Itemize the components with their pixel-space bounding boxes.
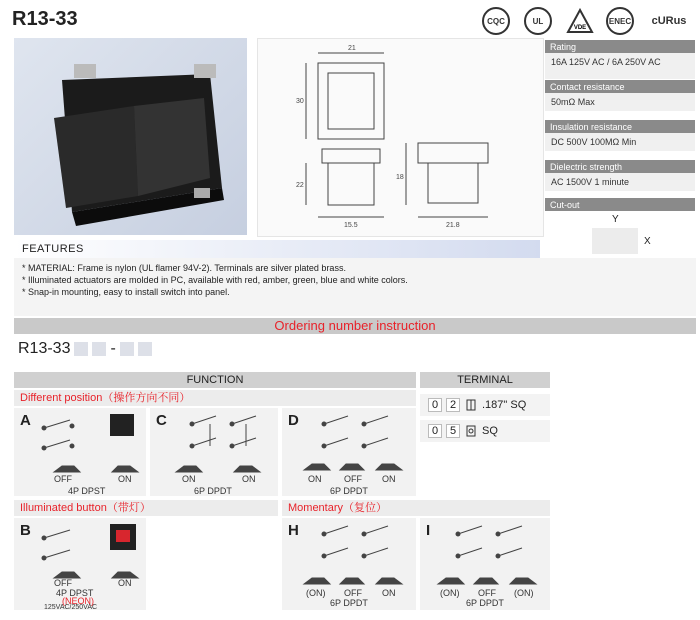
option-letter: D (288, 412, 299, 429)
option-caption: 6P DPDT (194, 486, 232, 496)
dimension-drawing (257, 38, 544, 237)
position-label: ON (308, 474, 322, 484)
code-slot-function-2 (92, 342, 106, 356)
illuminated-heading: Illuminated button（带灯） (14, 500, 278, 516)
function-option-b (14, 518, 146, 610)
terminal-heading: TERMINAL (420, 372, 550, 388)
position-label: ON (382, 474, 396, 484)
vde-cert-icon (562, 8, 598, 34)
position-label: OFF (478, 588, 496, 598)
ul-cert-icon: UL (520, 8, 556, 34)
option-letter: A (20, 412, 31, 429)
dim-height-label: 30 (296, 98, 304, 105)
position-label: ON (118, 474, 132, 484)
position-label: (ON) (440, 588, 460, 598)
code-slot-terminal-2 (138, 342, 152, 356)
position-label: ON (242, 474, 256, 484)
spec-rating: Rating 16A 125V AC / 6A 250V AC (545, 40, 695, 79)
ordering-code (18, 340, 152, 358)
spec-cutout: Cut-out (545, 198, 695, 211)
terminal-option-05: 0 5 SQ (420, 420, 550, 442)
cutout-shape (592, 228, 638, 254)
position-label: OFF (54, 474, 72, 484)
feature-item: * MATERIAL: Frame is nylon (UL flamer 94V-2). Terminals are silver plated brass. (22, 263, 346, 273)
function-option-a (14, 408, 146, 496)
code-slot-terminal (120, 342, 134, 356)
dim-terminal-label: 18 (396, 174, 404, 181)
code-slot-function (74, 342, 88, 356)
voltage-note: 125VAC/250VAC (44, 604, 98, 611)
dim-body-label: 22 (296, 182, 304, 189)
position-label: OFF (344, 588, 362, 598)
features-heading: FEATURES (14, 240, 540, 258)
function-option-h (282, 518, 416, 610)
svg-text:VDE: VDE (573, 25, 587, 31)
function-option-d (282, 408, 416, 496)
option-letter: I (426, 522, 431, 539)
position-label: ON (118, 578, 132, 588)
product-title: R13-33 (12, 8, 78, 30)
position-label: OFF (54, 578, 72, 588)
function-heading: FUNCTION (14, 372, 416, 388)
cutout-y-label: Y (612, 214, 619, 225)
function-option-i (420, 518, 550, 610)
schematic-diagram (150, 408, 278, 496)
dim-width-label: 21 (348, 45, 356, 52)
momentary-heading: Momentary（复位） (282, 500, 550, 516)
cutout-x-label: X (644, 236, 651, 247)
ordering-code-prefix: R13-33 (18, 340, 71, 357)
option-caption: 4P DPST (56, 588, 94, 598)
dim-depth-label: 15.5 (344, 222, 358, 229)
option-caption: 6P DPDT (330, 598, 368, 608)
feature-item: * Illuminated actuators are molded in PC, available with red, amber, green, blue and white colors. (22, 275, 408, 285)
position-label: ON (382, 588, 396, 598)
function-option-c (150, 408, 278, 496)
terminal-tab-icon (464, 399, 478, 411)
ordering-heading: Ordering number instruction (14, 318, 696, 334)
position-label: (ON) (306, 588, 326, 598)
code-separator: - (110, 340, 116, 357)
position-label: OFF (344, 474, 362, 484)
terminal-option-02: 0 2 .187" SQ (420, 394, 550, 416)
option-caption: 4P DPST (68, 486, 106, 496)
product-photo (14, 38, 247, 235)
terminal-solder-icon (464, 425, 478, 437)
position-label: ON (182, 474, 196, 484)
enec-cert-icon: ENEC (602, 8, 638, 34)
position-label: (ON) (514, 588, 534, 598)
spec-contact-resistance: Contact resistance 50mΩ Max (545, 80, 695, 111)
spec-insulation-resistance: Insulation resistance DC 500V 100MΩ Min (545, 120, 695, 151)
option-caption: 6P DPDT (466, 598, 504, 608)
curus-cert-icon: cURus (651, 15, 687, 27)
cqc-cert-icon: CQC (478, 8, 514, 34)
option-letter: C (156, 412, 167, 429)
features-list (14, 258, 696, 316)
spec-dielectric-strength: Dielectric strength AC 1500V 1 minute (545, 160, 695, 191)
option-caption: 6P DPDT (330, 486, 368, 496)
option-letter: B (20, 522, 31, 539)
feature-item: * Snap-in mounting, easy to install switch into panel. (22, 287, 230, 297)
dim-side-label: 21.8 (446, 222, 460, 229)
option-letter: H (288, 522, 299, 539)
neon-note: (NEON) (62, 596, 94, 606)
different-position-heading: Different position（操作方向不同） (14, 390, 416, 406)
